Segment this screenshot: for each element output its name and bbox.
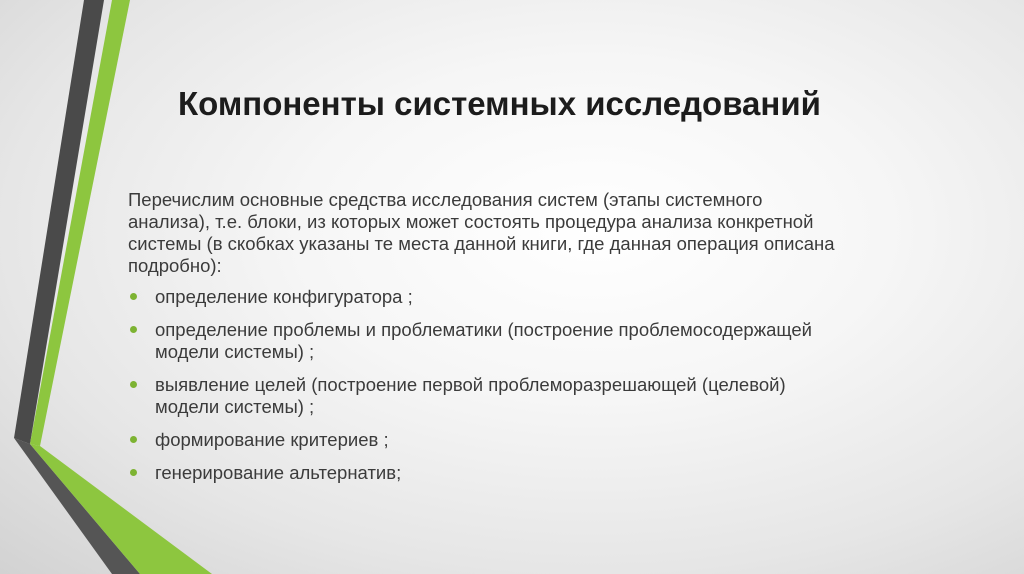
dark-vertical-stripe xyxy=(14,0,104,444)
intro-paragraph: Перечислим основные средства исследования систем (этапы системного анализа), т.е. блоки, из которых может состоять процедура анализа конкретной системы (в скобках указаны те места данной книги, где данная операция описана подробно): xyxy=(128,189,835,276)
bullet-text: выявление целей (построение первой проблеморазрешающей (целевой) модели системы) ; xyxy=(155,374,786,417)
bullet-text: формирование критериев ; xyxy=(155,429,389,450)
bullet-text: определение конфигуратора ; xyxy=(155,286,413,307)
bullet-dot-icon xyxy=(130,293,137,300)
bullet-item xyxy=(128,462,974,484)
bullet-dot-icon xyxy=(130,436,137,443)
slide-title: Компоненты системных исследований xyxy=(178,85,821,122)
bullet-dot-icon xyxy=(130,326,137,333)
bullet-list xyxy=(128,286,974,484)
bullet-item xyxy=(128,374,974,418)
bullet-item xyxy=(128,286,974,308)
bullet-item xyxy=(128,429,974,451)
bullet-text: определение проблемы и проблематики (построение проблемосодержащей модели системы) ; xyxy=(155,319,813,362)
bullet-dot-icon xyxy=(130,381,137,388)
bullet-item xyxy=(128,319,974,363)
dark-diagonal-stripe xyxy=(14,438,140,574)
slide-content xyxy=(128,189,974,495)
bullet-dot-icon xyxy=(130,469,137,476)
bullet-text: генерирование альтернатив; xyxy=(155,462,402,483)
